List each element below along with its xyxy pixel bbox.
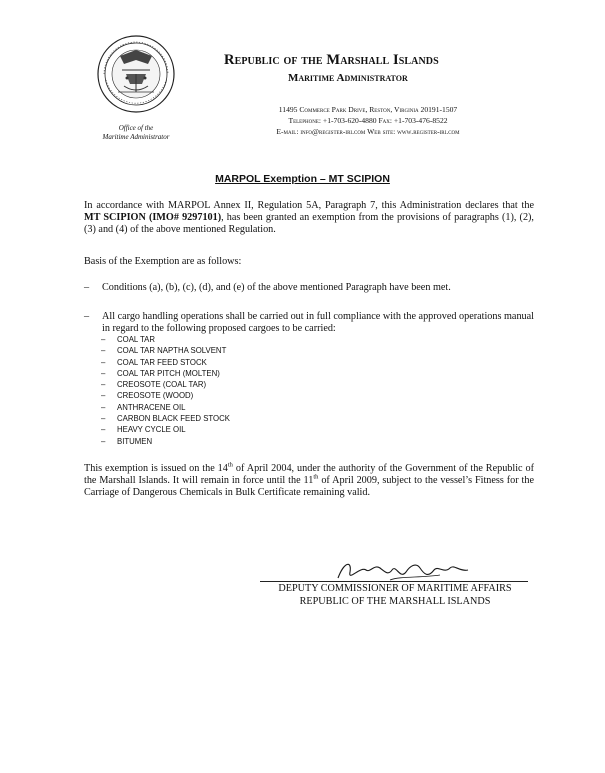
cargo-name: CREOSOTE (COAL TAR) bbox=[117, 380, 207, 390]
signature-line bbox=[260, 581, 528, 582]
signatory-title: DEPUTY COMMISSIONER OF MARITIME AFFAIRS bbox=[278, 583, 512, 594]
declaration-suffix: , has been granted an exemption from the provisions of paragraphs (1), (2), (3) and (4) of the above mentioned Regulation. bbox=[84, 212, 534, 235]
issue-ordinal-2: th bbox=[313, 473, 319, 481]
cargo-name: COAL TAR FEED STOCK bbox=[117, 357, 207, 367]
list-item bbox=[101, 424, 230, 435]
cargo-name: COAL TAR bbox=[117, 335, 155, 344]
seal-caption-line2: Maritime Administrator bbox=[102, 133, 170, 141]
seal-caption bbox=[80, 124, 192, 142]
document-title: MARPOL Exemption – MT SCIPION bbox=[215, 173, 390, 185]
issue-ordinal-1: th bbox=[227, 461, 233, 469]
dash-bullet: – bbox=[101, 346, 106, 356]
cargo-name: HEAVY CYCLE OIL bbox=[117, 425, 186, 435]
list-item bbox=[101, 436, 230, 447]
signatory-organization: REPUBLIC OF THE MARSHALL ISLANDS bbox=[299, 596, 491, 607]
list-item bbox=[101, 402, 230, 413]
list-item bbox=[101, 357, 230, 368]
list-item bbox=[101, 334, 230, 345]
cargo-name: ANTHRACENE OIL bbox=[117, 402, 186, 412]
issue-text-3: of April 2009, subject to the vessel’s Fitness for the Carriage of Dangerous Chemicals in Bulk Certificate remaining valid. bbox=[84, 475, 535, 498]
condition-text: All cargo handling operations shall be carried out in full compliance with the approved operations manual in regard to the following proposed cargoes to be carried: bbox=[102, 311, 534, 334]
dash-bullet: – bbox=[101, 380, 106, 390]
letterhead-republic: Republic of the Marshall Islands bbox=[224, 52, 439, 68]
dash-bullet: – bbox=[101, 414, 106, 424]
dash-bullet: – bbox=[101, 357, 106, 367]
phone-fax-line: Telephone: +1-703-620-4880 Fax: +1-703-476-8522 bbox=[288, 116, 448, 125]
basis-intro: Basis of the Exemption are as follows: bbox=[84, 256, 242, 267]
dash-bullet: – bbox=[84, 311, 90, 322]
cargo-name: BITUMEN bbox=[117, 436, 153, 446]
cargo-name: COAL TAR NAPTHA SOLVENT bbox=[117, 346, 227, 356]
issue-text-1: This exemption is issued on the 14 bbox=[84, 463, 228, 474]
letterhead-contact bbox=[238, 104, 498, 137]
condition-text: Conditions (a), (b), (c), (d), and (e) of the above mentioned Paragraph have been met. bbox=[102, 282, 451, 293]
cargo-list bbox=[101, 334, 230, 447]
list-item bbox=[101, 345, 230, 356]
declaration-prefix: In accordance with MARPOL Annex II, Regulation 5A, Paragraph 7, this Administration declares that the bbox=[84, 200, 534, 211]
vessel-name: MT SCIPION (IMO# 9297101) bbox=[84, 212, 222, 223]
cargo-name: CREOSOTE (WOOD) bbox=[117, 391, 194, 401]
list-item bbox=[101, 413, 230, 424]
dash-bullet: – bbox=[101, 425, 106, 435]
email-web-line: E-mail: info@register-iri.com Web site: www.register-iri.com bbox=[276, 127, 460, 136]
list-item bbox=[101, 379, 230, 390]
condition-item bbox=[84, 282, 534, 294]
dash-bullet: – bbox=[101, 335, 106, 344]
list-item bbox=[101, 368, 230, 379]
address-line: 11495 Commerce Park Drive, Reston, Virginia 20191-1507 bbox=[278, 105, 458, 114]
dash-bullet: – bbox=[101, 391, 106, 401]
seal-caption-line1: Office of the bbox=[118, 124, 154, 132]
declaration-paragraph bbox=[84, 200, 534, 236]
condition-item bbox=[84, 311, 534, 335]
issue-text-2: of April 2004, under the authority of the Government of the Republic of the Marshall Islands. It will remain in force until the 11 bbox=[84, 463, 534, 486]
cargo-name: COAL TAR PITCH (MOLTEN) bbox=[117, 368, 220, 378]
dash-bullet: – bbox=[101, 368, 106, 378]
list-item bbox=[101, 390, 230, 401]
marshall-islands-seal-icon bbox=[96, 34, 176, 114]
dash-bullet: – bbox=[84, 282, 90, 293]
cargo-name: CARBON BLACK FEED STOCK bbox=[117, 414, 230, 424]
letterhead-administrator: Maritime Administrator bbox=[288, 72, 408, 84]
dash-bullet: – bbox=[101, 436, 106, 446]
dash-bullet: – bbox=[101, 402, 106, 412]
issue-paragraph bbox=[84, 463, 534, 499]
